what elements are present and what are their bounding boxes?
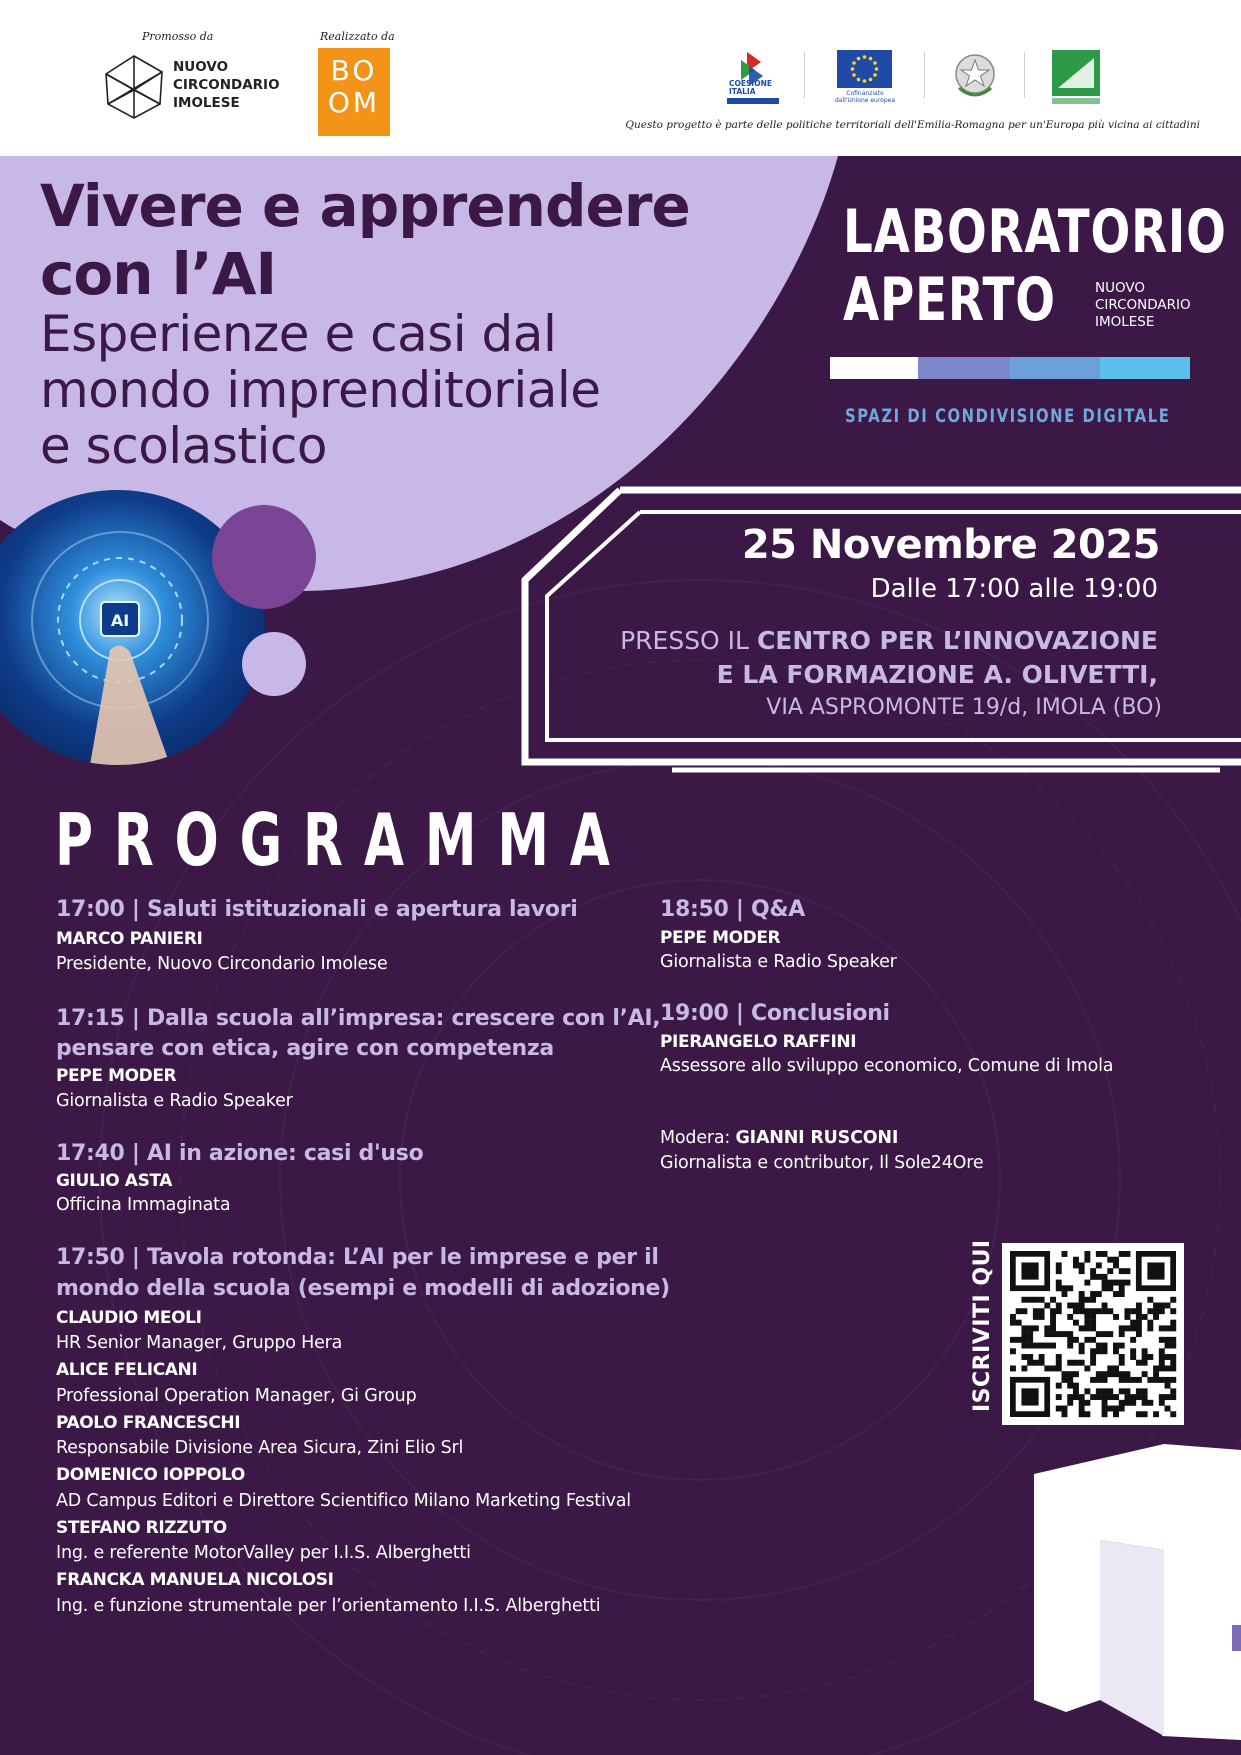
speaker-name: PAOLO FRANCESCHI bbox=[56, 1413, 241, 1433]
speaker-name: GIULIO ASTA bbox=[56, 1171, 173, 1191]
laboratorio-side-text: NUOVO CIRCONDARIO IMOLESE bbox=[1095, 280, 1191, 330]
moderator: Modera: GIANNI RUSCONI bbox=[660, 1128, 899, 1148]
qr-code-icon[interactable] bbox=[1002, 1243, 1184, 1425]
slot-title: pensare con etica, agire con competenza bbox=[56, 1036, 554, 1061]
eu-cofinanced-text: Cofinanziato dall'Unione europea bbox=[834, 90, 896, 104]
speaker-name: ALICE FELICANI bbox=[56, 1360, 198, 1380]
laboratorio-tagline: SPAZI DI CONDIVISIONE DIGITALE bbox=[845, 405, 1171, 427]
event-address: VIA ASPROMONTE 19/d, IMOLA (BO) bbox=[766, 695, 1162, 720]
slot-title: 17:00 | Saluti istituzionali e apertura lavori bbox=[56, 897, 578, 922]
speaker-role: Ing. e funzione strumentale per l’orientamento I.I.S. Alberghetti bbox=[56, 1596, 601, 1616]
programma-heading: PROGRAMMA bbox=[55, 798, 631, 882]
slot-title: 19:00 | Conclusioni bbox=[660, 1001, 890, 1026]
speaker-name: CLAUDIO MEOLI bbox=[56, 1308, 202, 1328]
speaker-name: FRANCKA MANUELA NICOLOSI bbox=[56, 1570, 334, 1590]
speaker-role: Officina Immaginata bbox=[56, 1195, 231, 1215]
speaker-role: Professional Operation Manager, Gi Group bbox=[56, 1386, 417, 1406]
speaker-name: PEPE MODER bbox=[56, 1066, 177, 1086]
event-venue-line-2: E LA FORMAZIONE A. OLIVETTI, bbox=[716, 660, 1158, 689]
slot-title: 17:15 | Dalla scuola all’impresa: crescere con l’AI, bbox=[56, 1006, 661, 1031]
speaker-role: HR Senior Manager, Gruppo Hera bbox=[56, 1333, 343, 1353]
signup-label[interactable]: ISCRIVITI QUI bbox=[970, 1239, 995, 1412]
speaker-role: AD Campus Editori e Direttore Scientifico Milano Marketing Festival bbox=[56, 1491, 631, 1511]
nuovo-circondario-logo-text: NUOVO CIRCONDARIO IMOLESE bbox=[173, 59, 280, 111]
speaker-role: Presidente, Nuovo Circondario Imolese bbox=[56, 954, 388, 974]
speaker-name: PEPE MODER bbox=[660, 928, 781, 948]
speaker-role: Responsabile Divisione Area Sicura, Zini Elio Srl bbox=[56, 1438, 464, 1458]
event-time: Dalle 17:00 alle 19:00 bbox=[870, 574, 1158, 604]
speaker-role: Assessore allo sviluppo economico, Comune di Imola bbox=[660, 1056, 1114, 1076]
event-subtitle: Esperienze e casi dal mondo imprenditoriale e scolastico bbox=[40, 305, 601, 475]
laboratorio-aperto-title: LABORATORIO APERTO bbox=[843, 197, 1227, 335]
svg-text:AI: AI bbox=[110, 611, 130, 630]
promoted-by-caption: Promosso da bbox=[142, 30, 214, 43]
speaker-name: DOMENICO IOPPOLO bbox=[56, 1465, 245, 1485]
event-date: 25 Novembre 2025 bbox=[741, 522, 1160, 568]
event-venue-line-1: PRESSO IL CENTRO PER L’INNOVAZIONE bbox=[620, 626, 1158, 655]
moderator-role: Giornalista e contributor, Il Sole24Ore bbox=[660, 1153, 984, 1173]
speaker-role: Giornalista e Radio Speaker bbox=[660, 952, 897, 972]
made-by-caption: Realizzato da bbox=[320, 30, 395, 43]
slot-title: 17:50 | Tavola rotonda: L’AI per le imprese e per il bbox=[56, 1245, 659, 1270]
event-title: Vivere e apprendere con l’AI bbox=[40, 172, 690, 308]
slot-title: 18:50 | Q&A bbox=[660, 897, 805, 922]
signup-qr-code[interactable] bbox=[1002, 1243, 1184, 1425]
slot-title: mondo della scuola (esempi e modelli di adozione) bbox=[56, 1276, 670, 1301]
speaker-role: Giornalista e Radio Speaker bbox=[56, 1091, 293, 1111]
project-note: Questo progetto è parte delle politiche territoriali dell'Emilia-Romagna per un'Europa più vicina ai cittadini bbox=[625, 119, 1200, 131]
speaker-name: STEFANO RIZZUTO bbox=[56, 1518, 227, 1538]
boom-logo: BO OM bbox=[318, 48, 390, 136]
speaker-name: MARCO PANIERI bbox=[56, 929, 203, 949]
speaker-name: PIERANGELO RAFFINI bbox=[660, 1032, 857, 1052]
coesione-italia-text: COESIONE ITALIA bbox=[729, 79, 772, 96]
speaker-role: Ing. e referente MotorValley per I.I.S. Alberghetti bbox=[56, 1543, 471, 1563]
slot-title: 17:40 | AI in azione: casi d'uso bbox=[56, 1141, 424, 1166]
